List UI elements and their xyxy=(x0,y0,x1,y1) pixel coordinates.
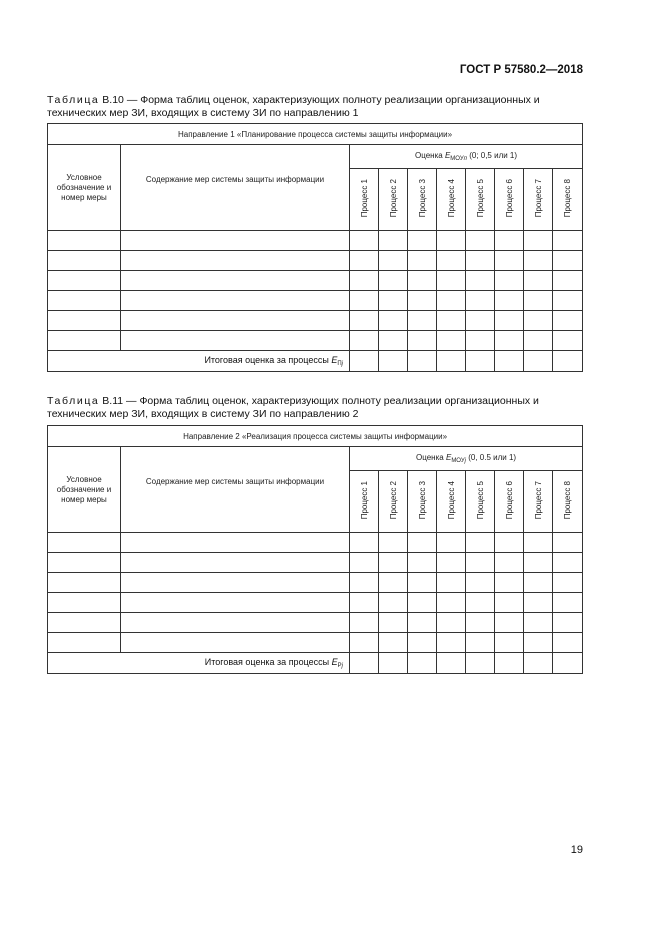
direction-title: Направление 2 «Реализация процесса системы защиты информации» xyxy=(48,426,583,447)
table-row xyxy=(48,271,583,291)
process-header: Процесс 5 xyxy=(466,471,495,533)
score-header: Оценка $E_{МОУj}$ (0, 0.5 или 1) xyxy=(350,447,583,471)
process-header: Процесс 1 xyxy=(350,471,379,533)
direction-title: Направление 1 «Планирование процесса системы защиты информации» xyxy=(48,124,583,145)
page-number: 19 xyxy=(570,844,583,856)
measure-id-header: Условное обозначение и номер меры xyxy=(48,447,121,533)
total-label: Итоговая оценка за процессы $E_{Пj}$ xyxy=(48,351,350,372)
caption-text: В.11 — Форма таблиц оценок, характеризующих полноту реализации организационных и технических мер ЗИ, входящих в систему ЗИ по направлению 2 xyxy=(47,395,539,420)
table-row xyxy=(48,633,583,653)
table-caption-b11 xyxy=(47,395,583,421)
assessment-table-b11 xyxy=(47,425,583,674)
table-row xyxy=(48,231,583,251)
measure-id-header: Условное обозначение и номер меры xyxy=(48,145,121,231)
table-caption-b10 xyxy=(47,94,583,120)
table-row xyxy=(48,533,583,553)
measure-content-header: Содержание мер системы защиты информации xyxy=(121,145,350,231)
assessment-table-b10 xyxy=(47,123,583,372)
table-row xyxy=(48,311,583,331)
table-row xyxy=(48,593,583,613)
table-row xyxy=(48,331,583,351)
process-header: Процесс 4 xyxy=(437,169,466,231)
table-row xyxy=(48,553,583,573)
table-row xyxy=(48,573,583,593)
process-header: Процесс 6 xyxy=(495,169,524,231)
table-row xyxy=(48,291,583,311)
caption-prefix: Таблица xyxy=(47,94,100,106)
total-row xyxy=(48,351,583,372)
table-row xyxy=(48,613,583,633)
process-header: Процесс 2 xyxy=(379,169,408,231)
score-header: Оценка $E_{МОУп}$ (0; 0,5 или 1) xyxy=(350,145,583,169)
process-header: Процесс 7 xyxy=(524,471,553,533)
caption-prefix: Таблица xyxy=(47,395,100,407)
total-row xyxy=(48,653,583,674)
total-label: Итоговая оценка за процессы $E_{Рj}$ xyxy=(48,653,350,674)
process-header: Процесс 8 xyxy=(553,471,583,533)
process-header: Процесс 8 xyxy=(553,169,583,231)
process-header: Процесс 2 xyxy=(379,471,408,533)
process-header: Процесс 5 xyxy=(466,169,495,231)
process-header: Процесс 3 xyxy=(408,471,437,533)
process-header: Процесс 1 xyxy=(350,169,379,231)
caption-text: В.10 — Форма таблиц оценок, характеризующих полноту реализации организационных и технических мер ЗИ, входящих в систему ЗИ по направлению 1 xyxy=(47,94,540,119)
process-header: Процесс 6 xyxy=(495,471,524,533)
process-header: Процесс 3 xyxy=(408,169,437,231)
process-header: Процесс 7 xyxy=(524,169,553,231)
table-row xyxy=(48,251,583,271)
process-header: Процесс 4 xyxy=(437,471,466,533)
document-code: ГОСТ Р 57580.2—2018 xyxy=(459,64,583,76)
measure-content-header: Содержание мер системы защиты информации xyxy=(121,447,350,533)
